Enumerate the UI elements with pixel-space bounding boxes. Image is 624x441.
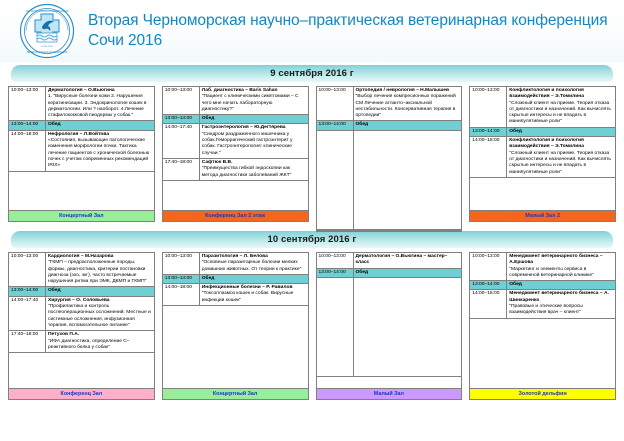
track-schedule-table	[162, 252, 309, 306]
session-cell	[353, 277, 462, 376]
lunch-break-cell: Обед	[46, 121, 155, 130]
session-title: Дерматология – О.Вьюгина	[48, 88, 115, 93]
track-schedule-table	[162, 86, 309, 181]
table-row[interactable]	[9, 87, 155, 121]
session-time: 10:00–13:00	[9, 253, 46, 287]
track-column	[162, 86, 309, 222]
svg-text:ЧЕРНОМОРСКАЯ КОНФЕРЕНЦИЯ: ЧЕРНОМОРСКАЯ КОНФЕРЕНЦИЯ	[25, 10, 69, 13]
session-time: 14:00–17:40	[162, 124, 199, 158]
session-description: "Основные паразитарные болезни мелких домашних животных. От теории к практике"	[201, 260, 302, 272]
table-row[interactable]	[316, 277, 462, 376]
session-time	[316, 277, 353, 376]
session-time: 13:00–14:00	[9, 121, 46, 130]
track-column	[469, 86, 616, 222]
session-time: 10:00–13:00	[162, 253, 199, 275]
venue-label: Золотой дельфин	[469, 389, 616, 400]
track-row	[0, 248, 624, 400]
session-cell	[46, 87, 155, 121]
session-cell	[199, 284, 308, 306]
session-title: Сафтюк В.В.	[201, 159, 233, 165]
table-row[interactable]	[9, 253, 155, 287]
table-row[interactable]	[470, 87, 616, 128]
session-time: 10:00–13:00	[470, 253, 507, 281]
lunch-break-cell: Обед	[353, 121, 462, 130]
session-description: "Выбор лечения компресионных поражений СМ Лечение атланто–аксиальной нестабильности. Консервативная терапия в ортопедии"	[355, 94, 456, 119]
venue-label: Конференц Зал	[8, 389, 155, 400]
column-spacer	[162, 306, 309, 389]
conference-logo	[18, 2, 76, 60]
session-title: Конфликтология и психология взаимодействия – Э.Томилина	[509, 138, 584, 150]
session-description: "Правовые и этические вопросы взаимодействия врач – клиент"	[509, 304, 583, 316]
session-time: 17:40–18:00	[9, 331, 46, 353]
track-column	[162, 252, 309, 400]
session-time: 14:00–18:00	[470, 290, 507, 318]
venue-label: Концертный Зал	[162, 389, 309, 400]
table-row[interactable]	[162, 87, 308, 115]
session-time: 10:00–13:00	[316, 253, 353, 269]
track-schedule-table	[316, 86, 463, 230]
day-section	[0, 62, 624, 222]
session-time: 13:00–14:00	[162, 115, 199, 124]
table-row[interactable]	[316, 253, 462, 269]
session-time: 10:00–13:00	[9, 87, 46, 121]
session-time: 10:00–13:00	[316, 87, 353, 121]
track-row	[0, 82, 624, 222]
session-cell	[507, 290, 616, 318]
track-schedule-table	[469, 252, 616, 319]
session-time: 10:00–13:00	[470, 87, 507, 128]
session-time	[316, 130, 353, 229]
svg-text:ВЕТЕРИНАРНАЯ АССОЦИАЦИЯ: ВЕТЕРИНАРНАЯ АССОЦИАЦИЯ	[26, 51, 68, 54]
table-row[interactable]	[9, 331, 155, 353]
lunch-break-cell: Обед	[507, 127, 616, 136]
day-date-banner: 10 сентября 2016 г	[11, 231, 613, 248]
session-title: Менеджмент ветеринарного бизнеса – А. Шинкаренко	[509, 291, 609, 303]
session-time: 13:00–14:00	[9, 287, 46, 296]
session-title: Гастроэнтерология – Ю.Дегтярева	[201, 125, 286, 131]
session-time: 17:40–18:00	[162, 158, 199, 180]
session-title: Конфликтология и психология взаимодействия – Э.Томилина	[509, 88, 584, 100]
page-title: Вторая Черноморская научно–практическая ветеринарная конференция Сочи 2016	[88, 12, 608, 49]
session-time: 13:00–14:00	[316, 121, 353, 130]
session-cell	[46, 331, 155, 353]
session-cell	[507, 253, 616, 281]
session-time: 13:00–14:00	[470, 127, 507, 136]
table-row[interactable]	[316, 121, 462, 130]
table-row[interactable]	[470, 281, 616, 290]
table-row[interactable]	[316, 268, 462, 277]
table-row[interactable]	[162, 124, 308, 158]
track-schedule-table	[316, 252, 463, 377]
lunch-break-cell: Обед	[199, 274, 308, 283]
table-row[interactable]	[470, 127, 616, 136]
session-title: Петухов П.А.	[48, 332, 80, 338]
table-row[interactable]	[470, 137, 616, 178]
table-row[interactable]	[162, 284, 308, 306]
table-row[interactable]	[316, 130, 462, 229]
track-column	[8, 252, 155, 400]
track-schedule-table	[469, 86, 616, 178]
session-description: "Преимущества гибкой эндоскопии как метода диагностики заболеваний ЖКТ"	[201, 166, 292, 178]
session-time: 14:00–17:40	[9, 296, 46, 330]
session-title: Хирургия – О. Соловьева	[48, 297, 110, 303]
session-title: Инфекционные болезни – Р. Равилов	[201, 285, 293, 291]
lunch-break-cell: Обед	[46, 287, 155, 296]
table-row[interactable]	[470, 253, 616, 281]
track-column	[316, 86, 463, 222]
session-description: "Сложный клиент на приеме. Теория отказа от диагностики и назначений. Как вычислять скрытые интересы и не впадать в манипулятивные роли"	[509, 150, 611, 175]
svg-text:СОЧИ 2016: СОЧИ 2016	[41, 46, 53, 48]
session-cell	[507, 87, 616, 128]
session-title: Ортопедия / неврология – Н.Малышев	[355, 88, 449, 93]
track-column	[316, 252, 463, 400]
lunch-break-cell: Обед	[199, 115, 308, 124]
session-description: "Сложный клиент на приеме. Теория отказа от диагностики и назначений. Как вычислять скрытые интересы и не впадать в манипулятивные роли"	[509, 100, 611, 125]
session-cell	[353, 87, 462, 121]
venue-label: Концертный Зал	[8, 211, 155, 222]
session-cell	[353, 253, 462, 269]
session-description: "ГКМП – предрасположенные породы, формы, диагностика, критерии постановки диагноза (эхо, экг), часто встречаемые нарушения ритма при ЭМК, ДКМП и ГКМП"	[48, 260, 147, 285]
session-cell	[46, 130, 155, 171]
track-column	[469, 252, 616, 400]
session-description: 1. "Вирусные болезни кожи 2. Нарушения кератинизации. 3. Эндокринология кошек в дерматологии. Или ? наоборот. 4.Лечение стафилококковой пиодермы у собак."	[48, 94, 147, 119]
session-time: 13:00–14:00	[316, 268, 353, 277]
session-title: Менеджмент ветеринарного бизнеса – А.Ершова	[509, 254, 603, 266]
column-spacer	[316, 377, 463, 389]
table-row[interactable]	[162, 158, 308, 180]
session-description: "Профилактика и контроль послеоперационных осложнений. Местные и системные осложнения, инфузионная терапия, вспомогательное питание"	[48, 304, 151, 328]
venue-label: Малый Зал 2	[469, 211, 616, 222]
table-row[interactable]	[162, 274, 308, 283]
dolphin-cross-emblem-icon	[19, 3, 75, 59]
session-title: Дерматология – О.Вьюгина – мастер–класс	[355, 254, 448, 266]
session-description: «Состояния, вызывающие патологические изменения морфологии почки. Тактика лечение пациентов с хронической болезнью почек с учетом современных рекомендаций IRIS»	[48, 138, 150, 169]
column-spacer	[469, 319, 616, 389]
day-date-banner: 9 сентября 2016 г	[11, 65, 613, 82]
track-schedule-table	[8, 252, 155, 353]
session-cell	[199, 158, 308, 180]
lunch-break-cell: Обед	[507, 281, 616, 290]
column-spacer	[8, 172, 155, 211]
session-time: 14:00–18:00	[162, 284, 199, 306]
table-row[interactable]	[9, 296, 155, 330]
lunch-break-cell: Обед	[353, 268, 462, 277]
session-description: "Маркетинг и элементы сервиса в современной ветеринарной клинике"	[509, 266, 594, 278]
session-cell	[199, 124, 308, 158]
table-row[interactable]	[9, 130, 155, 171]
session-cell	[199, 253, 308, 275]
session-title: Паразитология – Л. Белова	[201, 254, 268, 259]
track-schedule-table	[8, 86, 155, 172]
table-row[interactable]	[162, 115, 308, 124]
session-title: Нефрология – Л.Войтова	[48, 131, 110, 137]
session-time: 14:00–18:00	[470, 137, 507, 178]
column-spacer	[162, 181, 309, 211]
session-description: "Синдром раздраженного кишечника у собак.Геморрагический гастроэнтерит у собак. Гастроэнтерология: клинические случаи."	[201, 131, 293, 156]
session-time: 14:00–18:00	[9, 130, 46, 171]
table-row[interactable]	[316, 87, 462, 121]
session-description: "Токсоплазмоз кошек и собак. Вирусные инфекции кошек"	[201, 291, 294, 303]
session-title: Кардиология – М.Назарова	[48, 254, 114, 259]
table-row[interactable]	[162, 253, 308, 275]
page-header	[0, 0, 624, 62]
session-title: Лаб. диагностика – Baris Sahan	[201, 88, 278, 93]
session-cell	[46, 296, 155, 330]
track-column	[8, 86, 155, 222]
session-time: 10:00–13:00	[162, 87, 199, 115]
column-spacer	[469, 178, 616, 211]
session-description: "ИФА диагностика, определение С–реактивного белка у собак"	[48, 338, 130, 350]
session-cell	[353, 130, 462, 229]
table-row[interactable]	[9, 287, 155, 296]
column-spacer	[8, 353, 155, 389]
schedule-root	[0, 62, 624, 400]
day-section	[0, 222, 624, 400]
session-time: 13:00–14:00	[162, 274, 199, 283]
session-cell	[199, 87, 308, 115]
session-cell	[507, 137, 616, 178]
table-row[interactable]	[9, 121, 155, 130]
venue-label: Малый Зал	[316, 389, 463, 400]
session-cell	[46, 253, 155, 287]
venue-label: Конференц Зал 2 этаж	[162, 211, 309, 222]
session-time: 13:00–14:00	[470, 281, 507, 290]
table-row[interactable]	[470, 290, 616, 318]
session-description: "Пациент с клиническими симптомами – С чего мне начать лабораторную диагностику?"	[201, 94, 299, 112]
